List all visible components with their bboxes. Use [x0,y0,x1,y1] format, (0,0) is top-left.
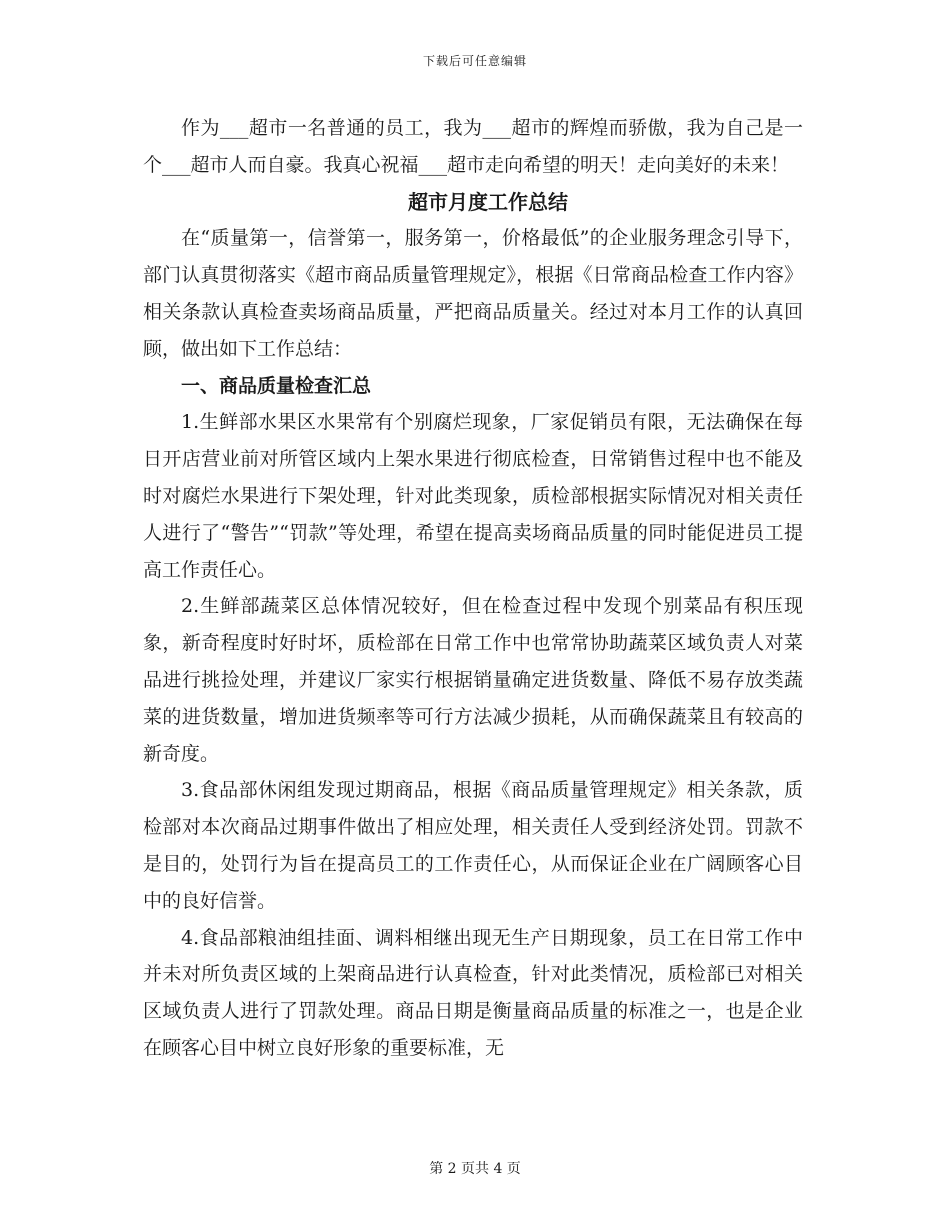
document-body [143,110,803,1067]
page-footer: 第 2 页共 4 页 [429,1161,521,1177]
summary-paragraph: 在“质量第一，信誉第一，服务第一，价格最低”的企业服务理念引导下，部门认真贯彻落实《超市商品质量管理规定》，根据《日常商品检查工作内容》相关条款认真检查卖场商品质量，严把商品质量关。经过对本月工作的认真回顾，做出如下工作总结： [143,227,803,360]
list-item-3: 3.食品部休闲组发现过期商品，根据《商品质量管理规定》相关条款，质检部对本次商品过期事件做出了相应处理，相关责任人受到经济处罚。罚款不是目的，处罚行为旨在提高员工的工作责任心，从而保证企业在广阔顾客心目中的良好信誉。 [143,779,803,912]
list-item-4: 4.食品部粮油组挂面、调料相继出现无生产日期现象，员工在日常工作中并未对所负责区域的上架商品进行认真检查，针对此类情况，质检部已对相关区域负责人进行了罚款处理。商品日期是衡量商品质量的标准之一，也是企业在顾客心目中树立良好形象的重要标准，无 [143,926,803,1059]
page-header: 下载后可任意编辑 [422,54,527,68]
list-item-2: 2.生鲜部蔬菜区总体情况较好，但在检查过程中发现个别菜品有积压现象，新奇程度时好时坏，质检部在日常工作中也常常协助蔬菜区域负责人对菜品进行挑捡处理，并建议厂家实行根据销量确定进货数量、降低不易存放类蔬菜的进货数量，增加进货频率等可行方法减少损耗，从而确保蔬菜且有较高的新奇度。 [143,595,803,765]
document-title: 超市月度工作总结 [408,189,568,214]
list-item-1: 1.生鲜部水果区水果常有个别腐烂现象，厂家促销员有限，无法确保在每日开店营业前对所管区域内上架水果进行彻底检查，日常销售过程中也不能及时对腐烂水果进行下架处理，针对此类现象，质检部根据实际情况对相关责任人进行了“警告”“罚款”等处理，希望在提高卖场商品质量的同时能促进员工提高工作责任心。 [143,411,803,581]
section-heading: 一、商品质量检查汇总 [181,374,372,397]
intro-paragraph: 作为___超市一名普通的员工，我为___超市的辉煌而骄傲，我为自己是一个___超市人而自豪。我真心祝福___超市走向希望的明天！走向美好的未来！ [143,117,803,176]
